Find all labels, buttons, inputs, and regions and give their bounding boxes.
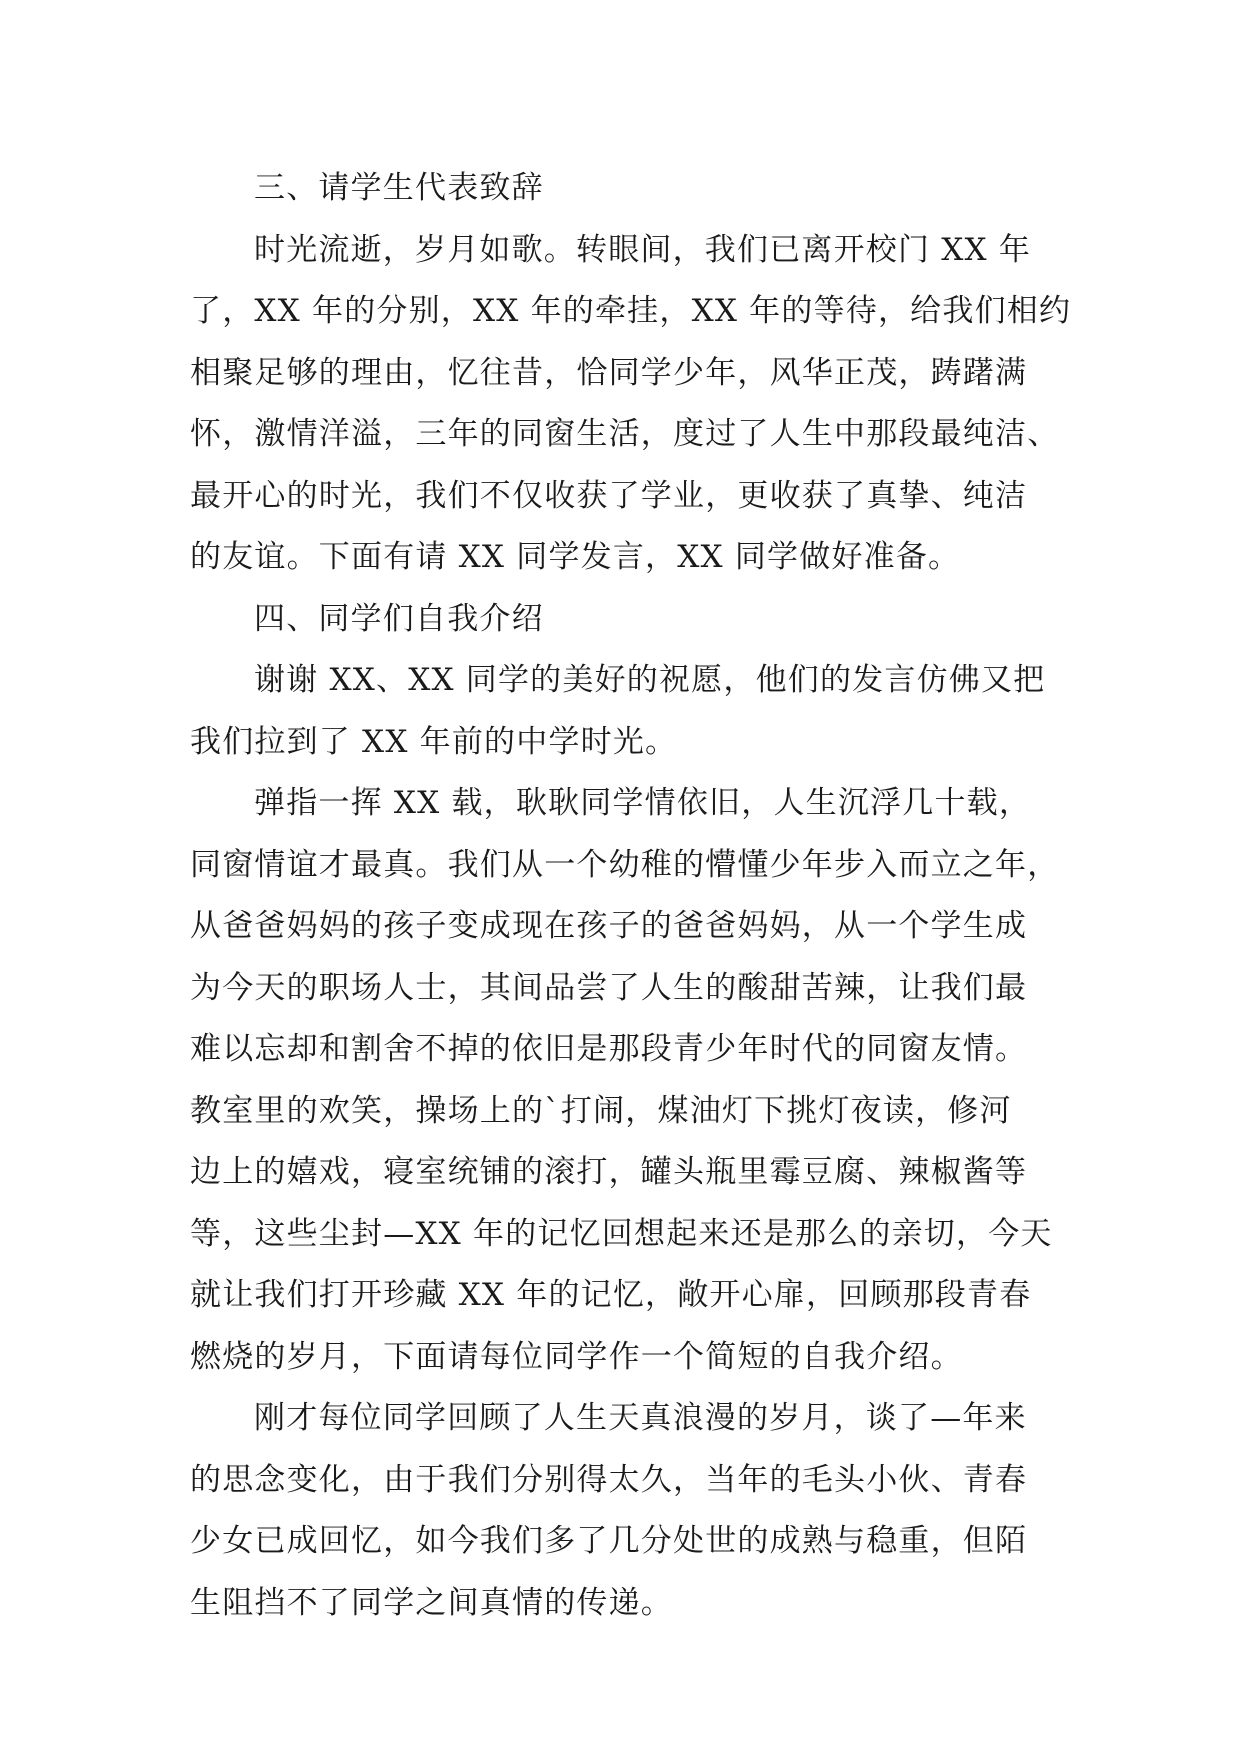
paragraph-line: 从爸爸妈妈的孩子变成现在孩子的爸爸妈妈，从一个学生成 [190, 908, 1028, 944]
paragraph-line: 为今天的职场人士，其间品尝了人生的酸甜苦辣，让我们最 [190, 969, 1028, 1006]
paragraph-line: 时光流逝，岁月如歌。转眼间，我们已离开校门 XX 年 [254, 231, 1032, 268]
section-heading-3: 三、请学生代表致辞 [254, 170, 544, 206]
paragraph-line: 同窗情谊才最真。我们从一个幼稚的懵懂少年步入而立之年， [190, 846, 1060, 883]
paragraph-line: 燃烧的岁月，下面请每位同学作一个简短的自我介绍。 [190, 1338, 963, 1375]
section-heading-4: 四、同学们自我介绍 [254, 600, 544, 637]
paragraph-line: 最开心的时光，我们不仅收获了学业，更收获了真挚、纯洁 [190, 477, 1028, 514]
paragraph-line: 的思念变化，由于我们分别得太久，当年的毛头小伙、青春 [190, 1461, 1028, 1498]
paragraph-line: 弹指一挥 XX 载，耿耿同学情依旧，人生沉浮几十载， [254, 785, 1032, 821]
paragraph-line: 了，XX 年的分别，XX 年的牵挂，XX 年的等待，给我们相约 [190, 293, 1072, 329]
document-body [190, 158, 1072, 1634]
paragraph-line: 我们拉到了 XX 年前的中学时光。 [190, 723, 678, 760]
paragraph-line: 教室里的欢笑，操场上的`打闹，煤油灯下挑灯夜读，修河 [190, 1092, 1012, 1129]
paragraph-line: 难以忘却和割舍不掉的依旧是那段青少年时代的同窗友情。 [190, 1031, 1028, 1067]
paragraph-line: 谢谢 XX、XX 同学的美好的祝愿，他们的发言仿佛又把 [254, 662, 1046, 698]
paragraph-line: 的友谊。下面有请 XX 同学发言，XX 同学做好准备。 [190, 539, 961, 575]
paragraph-line: 怀，激情洋溢，三年的同窗生活，度过了人生中那段最纯洁、 [190, 416, 1060, 452]
paragraph-line: 边上的嬉戏，寝室统铺的滚打，罐头瓶里霉豆腐、辣椒酱等 [190, 1154, 1028, 1190]
paragraph-line: 等，这些尘封—XX 年的记忆回想起来还是那么的亲切，今天 [190, 1215, 1053, 1252]
paragraph-line: 少女已成回忆，如今我们多了几分处世的成熟与稳重，但陌 [190, 1523, 1028, 1559]
paragraph-line: 刚才每位同学回顾了人生天真浪漫的岁月，谈了—年来 [254, 1400, 1027, 1436]
paragraph-line: 相聚足够的理由，忆往昔，恰同学少年，风华正茂，踌躇满 [190, 354, 1028, 391]
paragraph-line: 生阻挡不了同学之间真情的传递。 [190, 1584, 673, 1621]
paragraph-line: 就让我们打开珍藏 XX 年的记忆，敞开心扉，回顾那段青春 [190, 1277, 1032, 1313]
